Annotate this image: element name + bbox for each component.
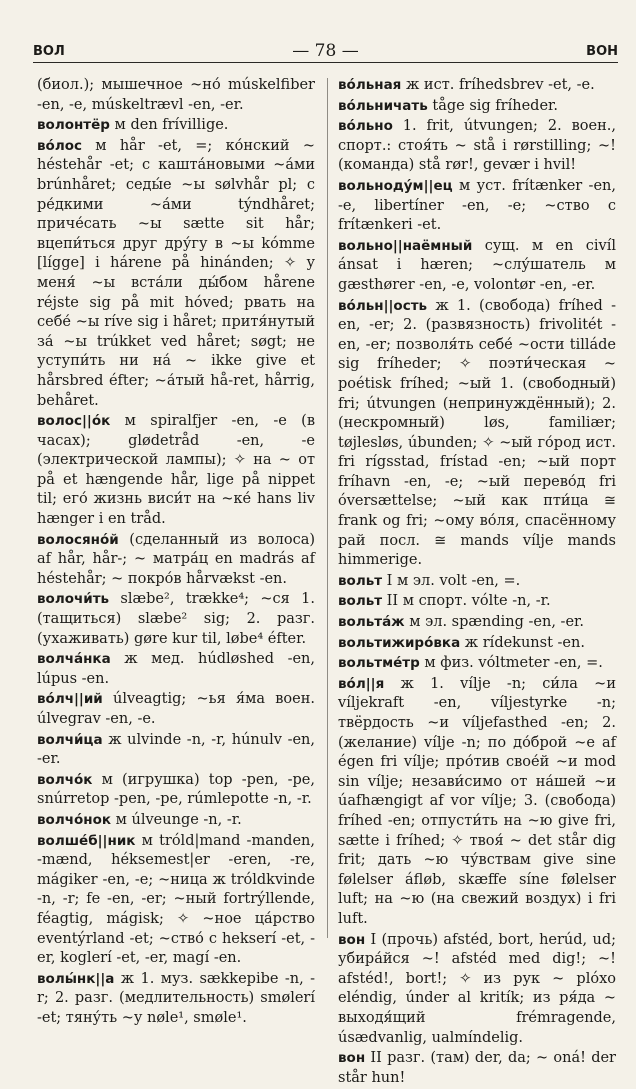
entry-headword: во́льн||ость: [338, 297, 428, 314]
entry-headword: волонтёр: [37, 117, 110, 134]
entry-definition: м spiralfjer -en, -e (в часах); glødetråd -en, -e (электрической лампы); ✧ на ~ от på et hængende hår, lige på nippet til; его́ жизнь виси́т на ~ке́ hans liv hænger i en tråd.: [37, 413, 315, 528]
entry-definition: ж 1. муз. sækkepibe -n, -r; 2. разг. (медлительность) smølerí -et; тяну́ть ~у nøle¹, smøle¹.: [37, 970, 315, 1026]
dictionary-entry: [37, 412, 315, 530]
entry-definition: м уст. frítænker -en, -e, libertíner -en, -e; ~ство с frítænkeri -et.: [338, 177, 616, 234]
page-number: — 78 —: [292, 41, 359, 61]
dictionary-entry: [37, 970, 315, 1029]
dictionary-entry: [338, 572, 616, 592]
dictionary-entry: [37, 116, 315, 136]
entry-definition: ж ист. fríhedsbrev -et, -e.: [401, 77, 595, 93]
entry-definition: ж мед. húdløshed -en, lúpus -en.: [37, 651, 315, 687]
entry-headword: волчо́нок: [37, 811, 112, 828]
entry-headword: вон: [338, 931, 366, 948]
dictionary-entry: [338, 931, 616, 1049]
entry-headword: во́льно: [338, 118, 393, 135]
page-header: [33, 40, 618, 63]
entry-definition: I м эл. volt -en, =.: [382, 572, 521, 589]
dictionary-entry: [37, 771, 315, 810]
entry-headword: волчи́ца: [37, 731, 103, 748]
entry-headword: волчо́к: [37, 771, 93, 788]
dictionary-entry: [338, 654, 616, 674]
entry-headword: волча́нка: [37, 651, 111, 668]
entry-definition: slæbe², trække⁴; ~ся 1. (тащиться) slæbe² sig; 2. разг. (ухаживать) gøre kur til, løbe⁴ éfter.: [37, 591, 315, 647]
dictionary-entry: [37, 811, 315, 831]
entry-definition: м den frívillige.: [109, 117, 229, 134]
entry-headword: вон: [338, 1050, 366, 1067]
entry-definition: II м спорт. vólte -n, -r.: [382, 593, 551, 610]
dictionary-entry: [338, 97, 616, 117]
entry-headword: вольт: [338, 572, 383, 589]
dictionary-entry: [37, 531, 315, 590]
entry-headword: во́лч||ий: [37, 691, 103, 708]
entry-definition: м úlveunge -n, -r.: [111, 811, 242, 828]
entry-headword: волос||о́к: [37, 413, 111, 430]
entry-definition: м (игрушка) top -pen, -pe, snúrretop -pen, -pe, rúmlepotte -n, -r.: [37, 771, 315, 808]
entry-definition: ж rídekunst -en.: [460, 634, 585, 651]
dictionary-entry: [338, 117, 616, 176]
entry-headword: вольтижиро́вка: [338, 634, 461, 651]
left-column: [37, 76, 315, 1030]
dictionary-entry: [338, 76, 616, 96]
dictionary-entry: [37, 650, 315, 689]
entry-headword: во́л||я: [338, 675, 385, 692]
entry-headword: волочи́ть: [37, 591, 110, 608]
dictionary-entry: [37, 690, 315, 729]
entry-definition: (сделанный из волоса) af hår, hår-; ~ матра́ц en madrás af héstehår; ~ покро́в hårvækst -en.: [37, 531, 315, 587]
dictionary-entry: [37, 137, 315, 411]
entry-definition: 1. frit, útvungen; 2. воен., спорт.: стоя́ть ~ stå i rørstilling; ~! (команда) stå rør!, gevær i hvil!: [338, 118, 616, 174]
entry-headword: вольно||наёмный: [338, 237, 473, 254]
entry-definition: ж ulvinde -n, -r, húnulv -en, -er.: [37, 731, 315, 768]
dictionary-entry: [37, 832, 315, 969]
entry-definition: (биол.); мышечное ~но́ múskelfiber -en, -e, múskeltrævl -en, -er.: [37, 77, 315, 113]
header-left-guide-word: ВОЛ: [33, 44, 65, 59]
entry-headword: вольт: [338, 593, 383, 610]
dictionary-entry: [338, 177, 616, 236]
dictionary-entry: [338, 237, 616, 296]
entry-definition: м tróld|mand -manden, -mænd, héksemest|er -eren, -re, mágiker -en, -e; ~ница ж tróldkvinde -n, -r; fe -en, -er; ~ный fortrýllende, féagtig, mágisk; ✧ ~ное ца́рство eventýrland -et; ~ство́ с hekserí -et, -er, koglerí -et, -er, magí -en.: [37, 832, 315, 967]
right-column: [338, 76, 616, 1089]
entry-headword: во́льничать: [338, 97, 428, 114]
dictionary-entry: [338, 1049, 616, 1088]
entry-headword: во́льная: [338, 77, 402, 93]
entry-definition: II разг. (там) der, da; ~ оná! der står hun!: [338, 1050, 616, 1086]
entry-definition: сущ. м en civíl ánsat i hæren; ~слу́шатель м gæsthører -en, -e, volontør -en, -er.: [338, 237, 616, 293]
dictionary-entry: [37, 731, 315, 770]
entry-definition: м физ. vóltmeter -en, =.: [419, 655, 603, 672]
entry-headword: вольноду́м||ец: [338, 177, 453, 194]
dictionary-entry: [338, 675, 616, 930]
entry-headword: вольта́ж: [338, 614, 405, 631]
entry-headword: вольтме́тр: [338, 655, 420, 672]
entry-headword: волосяно́й: [37, 531, 119, 548]
column-divider: [327, 78, 328, 938]
dictionary-entry: [37, 76, 315, 115]
entry-definition: м hår -et, =; ко́нский ~ héstehår -et; с кашта́новыми ~а́ми brúnhåret; седы́е ~ы sølvhår pl; с ре́дкими ~а́ми týndhåret; приче́сать ~ы sætte sit hår; вцепи́ться друг дру́гу в ~ы kómme [lígge] i hárene på hinánden; ✧ у меня́ ~ы вста́ли ды́бом hårene réjste sig på mit hóved; рвать на себе́ ~ы ríve sig i håret; притя́нутый за́ ~ы trúkket ved håret; søgt; не уступи́ть ни на́ ~ ikke give et hårsbred éfter; ~а́тый hå-ret, hårrig, behåret.: [37, 137, 315, 409]
dictionary-entry: [338, 613, 616, 633]
entry-definition: tåge sig fríheder.: [427, 97, 558, 114]
dictionary-entry: [338, 592, 616, 612]
dictionary-entry: [338, 297, 616, 571]
entry-definition: I (прочь) afstéd, bort, herúd, ud; убира́йся ~! afstéd med dig!; ~! afstéd!, bort!; ✧ из рук ~ plóxo eléndig, únder al kritík; из ря́да ~ выходя́щий frémragende, úsædvanlig, ualmíndelig.: [338, 931, 616, 1046]
entry-headword: волше́б||ник: [37, 832, 136, 849]
entry-definition: ж 1. (свобода) fríhed -en, -er; 2. (развязность) frivolitét -en, -er; позволя́ть себе́ ~ости tilláde sig fríheder; ✧ поэти́ческая ~ poétisk fríhed; ~ый 1. (свободный) fri; útvungen (непринуждённый); 2. (нескромный) løs, familiær; tøjlesløs, úbunden; ✧ ~ый го́род ист. fri rígsstad, frístad -en; ~ый порт fríhavn -en, -e; ~ый перево́д fri óversættelse; ~ый как пти́ца ≅ frank og fri; ~ому во́ля, спасённому рай посл. ≅ mands vílje mands himmerige.: [338, 297, 616, 569]
entry-definition: м эл. spænding -en, -er.: [404, 614, 584, 631]
entry-headword: во́лос: [37, 137, 82, 154]
entry-definition: ж 1. vílje -n; си́ла ~и víljekraft -en, víljestyrke -n; твёрдость ~и víljefasthed -en; 2. (желание) vílje -n; по до́брой ~е af égen fri vílje; про́тив свое́й ~и mod sin vílje; незави́симо от на́шей ~и úafhængigt af vor vílje; 3. (свобода) fríhed -en; отпусти́ть на ~ю give fri, sætte i fríhed; ✧ твоя́ ~ det står dig frit; дать ~ю чу́вствам give sine følelser áfløb, skæffe síne følelser luft; на ~ю (на свежий воздух) i fri luft.: [338, 675, 616, 927]
entry-headword: волы́нк||а: [37, 970, 115, 987]
header-right-guide-word: ВОН: [586, 44, 618, 59]
dictionary-entry: [338, 634, 616, 654]
dictionary-entry: [37, 590, 315, 649]
entry-definition: úlveagtig; ~ья я́ма воен. úlvegrav -en, -e.: [37, 691, 315, 727]
